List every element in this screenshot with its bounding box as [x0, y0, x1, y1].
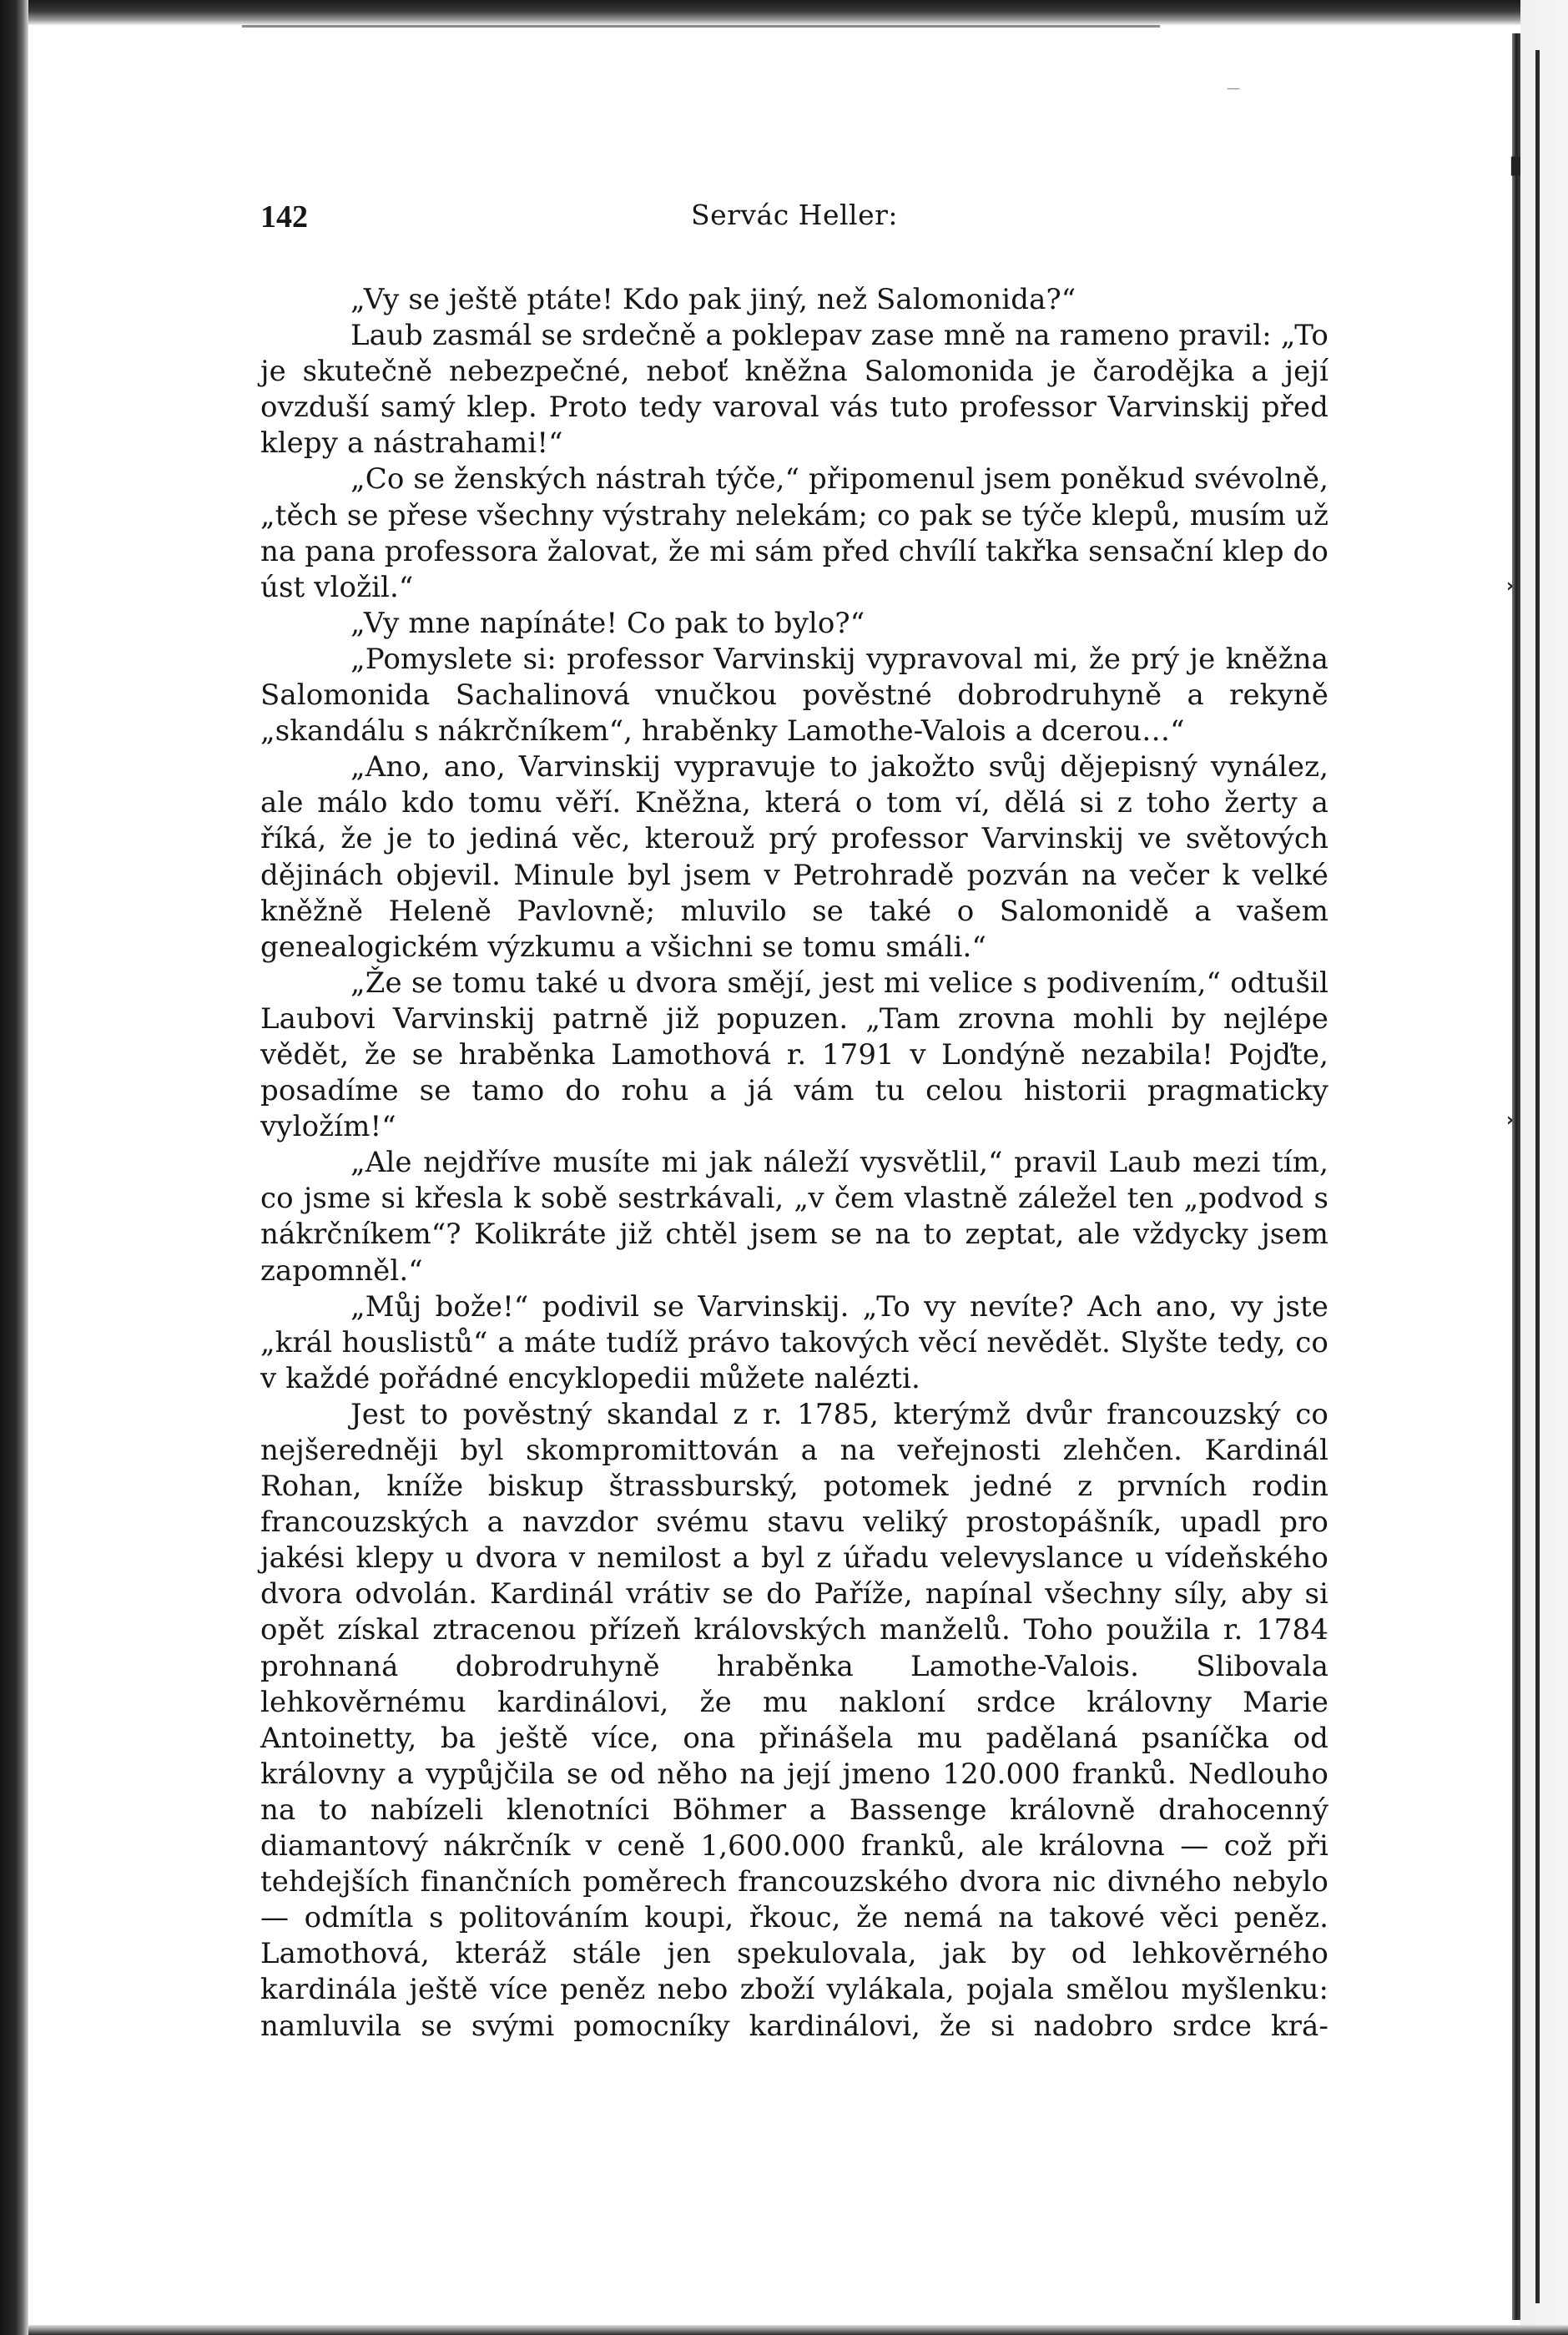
- page-number: 142: [260, 199, 308, 235]
- margin-specks: ▮: [1509, 150, 1523, 179]
- paragraph: „Můj bože!“ podivil se Varvinskij. „To vy nevíte? Ach ano, vy jste „král houslistů“ a máte tudíž právo takových věcí nevědět. Slyšte tedy, co v každé pořádné encyklopedii můžete nalézti.: [260, 1289, 1329, 1395]
- margin-specks: —: [1227, 80, 1240, 96]
- page-content: [260, 199, 1329, 2045]
- paragraph: „Vy mne napínáte! Co pak to bylo?“: [350, 606, 865, 640]
- top-edge-rule: [242, 25, 1160, 28]
- paragraph: Jest to pověstný skandal z r. 1785, kterýmž dvůr francouzský co nejšeredněji byl skompromittován a na veřejnosti zlehčen. Kardinál Rohan, kníže biskup štrassburský, potomek jedné z prvních rodin francouzských a navzdor svému stavu veliký prostopášník, upadl pro jakési klepy u dvora v nemilost a byl z úřadu velevyslance u vídeňského dvora odvolán. Kardinál vrátiv se do Paříže, napínal všechny síly, aby si opět získal ztracenou přízeň královských manželů. Toho použila r. 1784 prohnaná dobrodruhyně hraběnka Lamothe-Valois. Slibovala lehkověrnému kardinálovi, že mu nakloní srdce královny Marie Antoinetty, ba ještě více, ona přinášela mu padělaná psaníčka od královny a vypůjčila se od něho na její jmeno 120.000 franků. Nedlouho na to nabízeli klenotníci Böhmer a Bassenge královně drahocenný diamantový nákrčník v ceně 1,600.000 franků, ale královna — což při tehdejších finančních poměrech francouzského dvora nic divného nebylo — odmítla s politováním koupi, řkouc, že nemá na takové věci peněz. Lamothová, kteráž stále jen spekulovala, jak by od lehkověrného kardinála ještě více peněz nebo zboží vylákala, pojala smělou myšlenku: namluvila se svými pomocníky kardinálovi, že si nadobro srdce krá-: [260, 1397, 1329, 2043]
- margin-specks: ›: [1506, 576, 1515, 597]
- margin-specks: ›: [1506, 1110, 1515, 1131]
- paragraph: „Pomyslete si: professor Varvinskij vypravoval mi, že prý je kněžna Salomonida Sachalinová vnučkou pověstné dobrodruhyně a rekyně „skandálu s nákrčníkem“, hraběnky Lamothe-Valois a dcerou…“: [260, 642, 1329, 749]
- right-binding-line: [1535, 50, 1540, 2303]
- paragraph: „Vy se ještě ptáte! Kdo pak jiný, než Salomonida?“: [350, 283, 1076, 316]
- right-scan-margin: [1520, 0, 1568, 2335]
- body-text: [260, 282, 1329, 2045]
- page-header: [260, 199, 1329, 249]
- book-gutter-shadow: [0, 0, 28, 2335]
- top-scan-edge: [28, 0, 1568, 25]
- paragraph: „Že se tomu také u dvora smějí, jest mi velice s podivením,“ odtušil Laubovi Varvinskij patrně již popuzen. „Tam zrovna mohli by nejlépe vědět, že se hraběnka Lamothová r. 1791 v Londýně nezabila! Pojďte, posadíme se tamo do rohu a já vám tu celou historii pragmaticky vyložím!“: [260, 966, 1329, 1144]
- paragraph: Laub zasmál se srdečně a poklepav zase mně na rameno pravil: „To je skutečně nebezpečné, neboť kněžna Salomonida je čarodějka a její ovzduší samý klep. Proto tedy varoval vás tuto professor Varvinskij před klepy a nástrahami!“: [260, 319, 1329, 461]
- paragraph: „Co se ženských nástrah týče,“ připomenul jsem poněkud svévolně, „těch se přese všechny výstrahy nelekám; co pak se týče klepů, musím už na pana professora žalovat, že mi sám před chvílí takřka sensační klep do úst vložil.“: [260, 462, 1329, 604]
- right-page-edge: [1512, 33, 1520, 2320]
- paragraph: „Ale nejdříve musíte mi jak náleží vysvětlil,“ pravil Laub mezi tím, co jsme si křesla k sobě sestrkávali, „v čem vlastně záležel ten „podvod s nákrčníkem“? Kolikráte již chtěl jsem se na to zeptat, ale vždycky jsem zapomněl.“: [260, 1146, 1329, 1288]
- bottom-scan-edge: [28, 2325, 1568, 2335]
- running-head: Servác Heller:: [690, 199, 899, 231]
- paragraph: „Ano, ano, Varvinskij vypravuje to jakožto svůj dějepisný vynález, ale málo kdo tomu věří. Kněžna, která o tom ví, dělá si z toho žerty a říká, že je to jediná věc, kterouž prý professor Varvinskij ve světových dějinách objevil. Minule byl jsem v Petrohradě pozván na večer k velké kněžně Heleně Pavlovně; mluvilo se také o Salomonidě a vašem genealogickém výzkumu a všichni se tomu smáli.“: [260, 750, 1329, 964]
